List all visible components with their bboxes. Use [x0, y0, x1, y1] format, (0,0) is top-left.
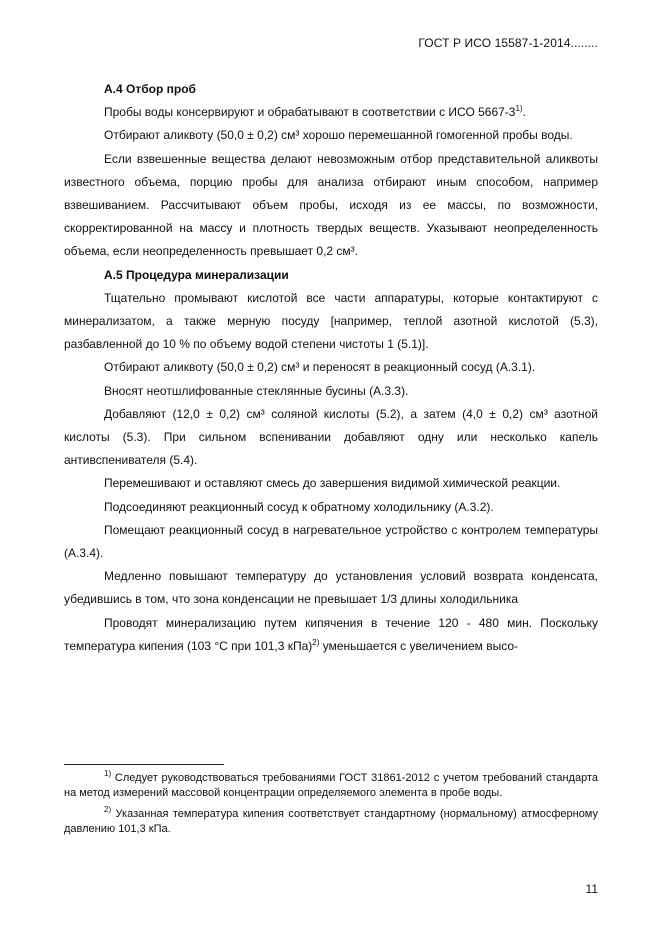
paragraph: Медленно повышают температуру до установления условий возврата конденсата, убедившись в том, что зона конденсации не превышает 1/3 длины холодильника: [64, 569, 598, 607]
section-heading-a4: А.4 Отбор проб: [104, 82, 196, 96]
paragraph: Перемешивают и оставляют смесь до завершения видимой химической реакции.: [104, 476, 561, 491]
paragraph-end: уменьшается с увеличением высо-: [319, 638, 519, 653]
footnote-mark: 2): [104, 805, 112, 814]
paragraph: Отбирают аликвоту (50,0 ± 0,2) см³ хорошо перемешанной гомогенной пробы воды.: [104, 128, 573, 143]
footnote: [64, 807, 598, 837]
paragraph: [64, 612, 598, 658]
footnote-ref: 1): [515, 104, 523, 114]
footnote-text: Указанная температура кипения соответствует стандартному (нормальному) атмосферному давлению 101,3 кПа.: [64, 808, 598, 835]
footnote-mark: 1): [104, 769, 112, 778]
footnote-ref: 2): [312, 637, 320, 647]
paragraph: Подсоединяют реакционный сосуд к обратному холодильнику (А.3.2).: [104, 499, 494, 514]
paragraph: Тщательно промывают кислотой все части аппаратуры, которые контактируют с минерализатом, а также мерную посуду [например, теплой азотной кислотой (5.3), разбавленной до 10 % по объему водой степени чистоты 1 (5.1)].: [64, 290, 598, 352]
footnote-text: Следует руководствоваться требованиями ГОСТ 31861-2012 с учетом требований стандарта на метод измерений массовой концентрации определяемого элемента в пробе воды.: [64, 772, 598, 799]
section-heading-a5: А.5 Процедура минерализации: [104, 267, 289, 282]
paragraph: Помещают реакционный сосуд в нагревательное устройство с контролем температуры (А.3.4).: [64, 522, 598, 561]
paragraph-text: Пробы воды консервируют и обрабатывают в соответствии с ИСО 5667-3: [104, 105, 516, 120]
page-number: 11: [585, 882, 598, 896]
paragraph: [64, 101, 598, 124]
main-text: [64, 78, 598, 658]
running-header: ГОСТ Р ИСО 15587-1-2014........: [418, 36, 598, 50]
paragraph-text: Проводят минерализацию путем кипячения в течение 120 - 480 мин. Поскольку температура кипения (103 °С при 101,3 кПа): [64, 615, 598, 653]
footnotes: [64, 771, 598, 843]
paragraph: Вносят неотшлифованные стеклянные бусины (А.3.3).: [104, 383, 409, 398]
footnote-divider: [64, 764, 224, 765]
paragraph: Отбирают аликвоту (50,0 ± 0,2) см³ и переносят в реакционный сосуд (А.3.1).: [104, 360, 536, 375]
paragraph: Если взвешенные вещества делают невозможным отбор представительной аликвоты известного объема, порцию пробы для анализа отбирают иным способом, например взвешиванием. Рассчитывают объем пробы, исходя из ее массы, по возможности, скорректированной на массу и плотность твердых веществ. Указывают неопределенность объема, если неопределенность превышает 0,2 см³.: [64, 151, 598, 259]
paragraph-end: .: [522, 105, 526, 120]
footnote: [64, 771, 598, 801]
paragraph: Добавляют (12,0 ± 0,2) см³ соляной кислоты (5.2), а затем (4,0 ± 0,2) см³ азотной кислоты (5.3). При сильном вспенивании добавляют одну или несколько капель антивспенивателя (5.4).: [64, 406, 598, 468]
